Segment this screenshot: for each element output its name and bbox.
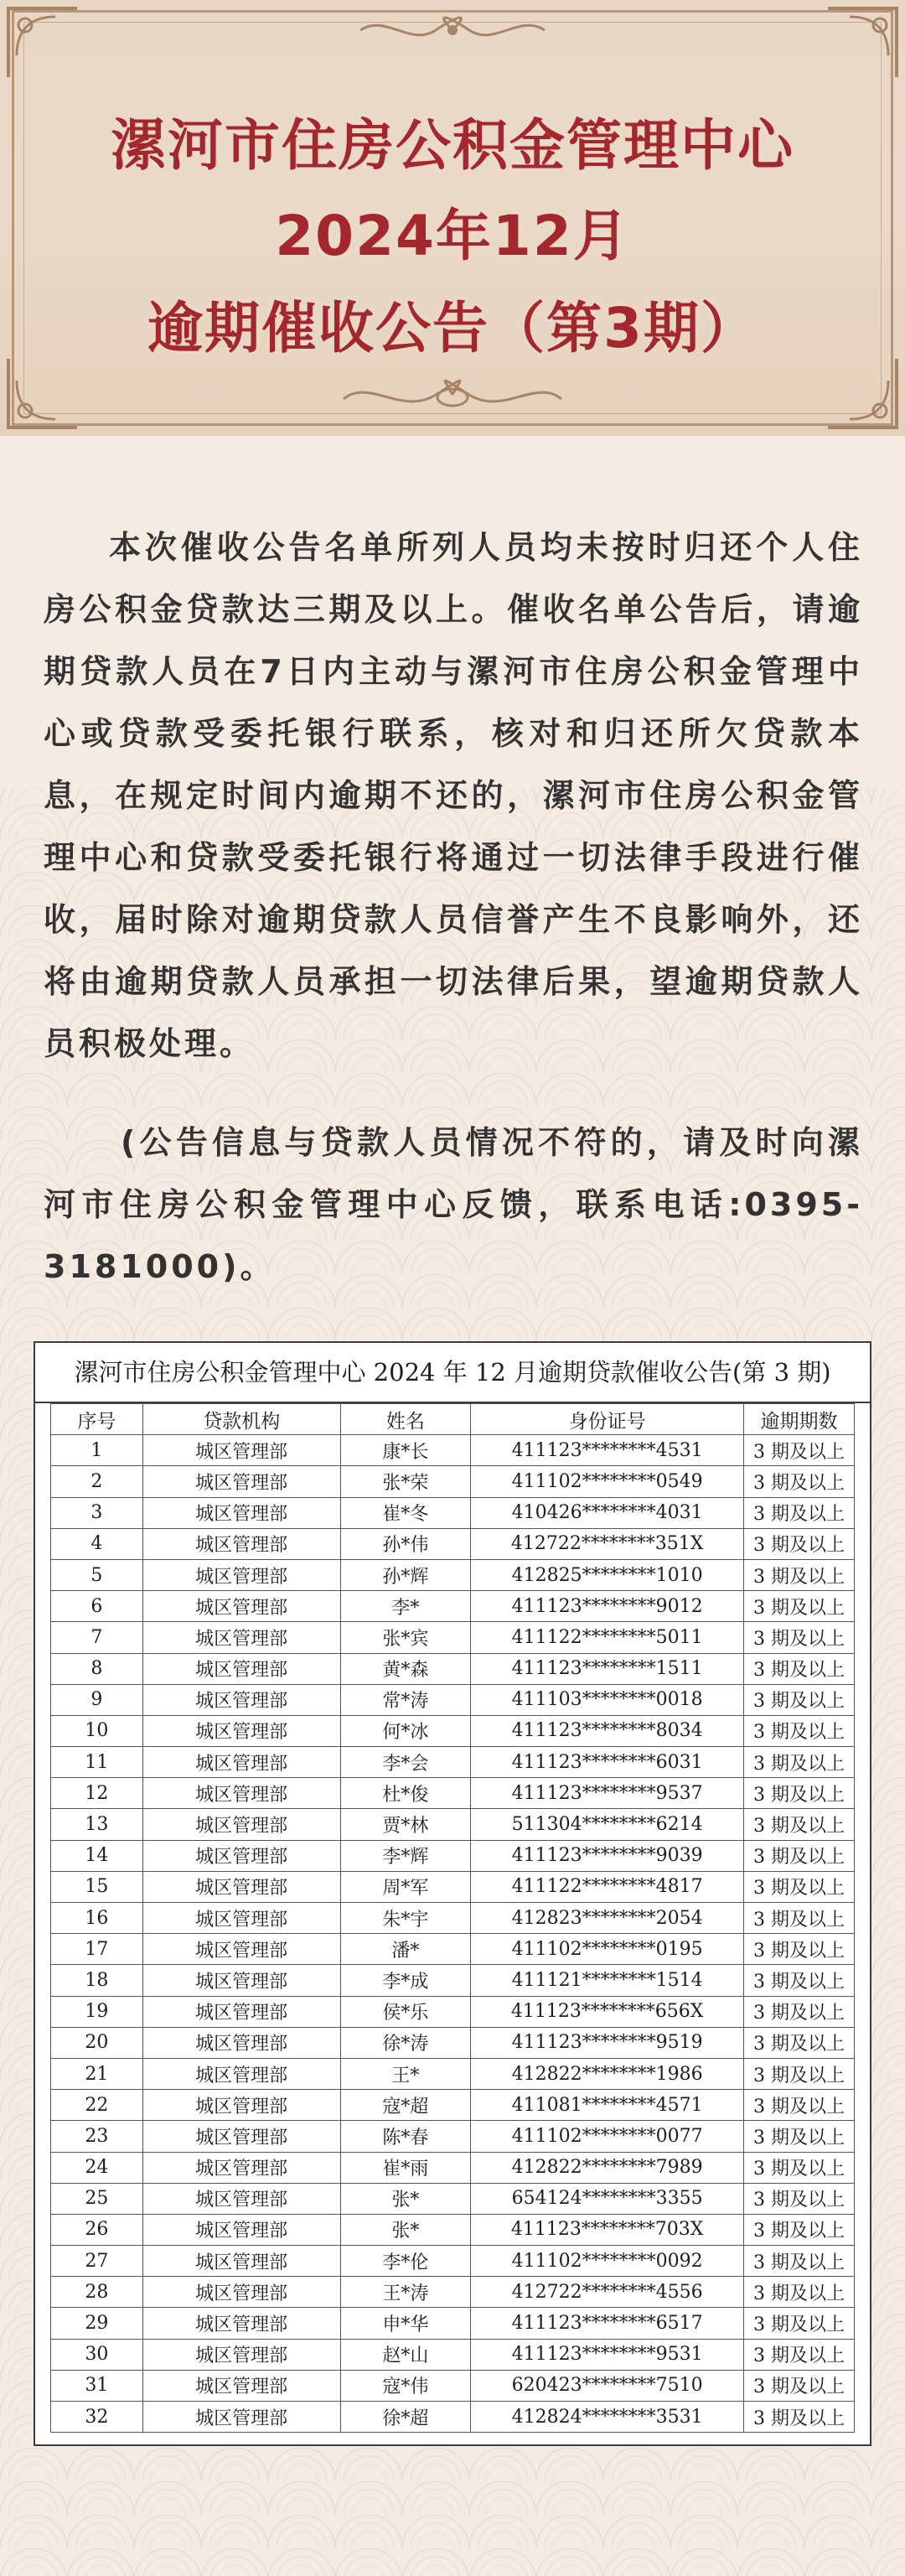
cell-institution: 城区管理部 <box>142 1591 340 1622</box>
cell-overdue-periods: 3 期及以上 <box>744 2152 855 2183</box>
cell-id-number: 412722********351X <box>471 1528 744 1559</box>
cell-id-number: 411122********5011 <box>471 1622 744 1653</box>
table-row <box>51 1497 855 1528</box>
cell-institution: 城区管理部 <box>142 1435 340 1466</box>
cell-institution: 城区管理部 <box>142 1497 340 1528</box>
cell-institution: 城区管理部 <box>142 1840 340 1871</box>
header-index: 序号 <box>51 1404 143 1435</box>
cell-name: 崔*雨 <box>340 2152 471 2183</box>
cell-overdue-periods: 3 期及以上 <box>744 2339 855 2370</box>
cell-name: 寇*超 <box>340 2090 471 2121</box>
table-row <box>51 2370 855 2401</box>
cell-institution: 城区管理部 <box>142 1996 340 2027</box>
header-overdue-periods: 逾期期数 <box>744 1404 855 1435</box>
cell-index: 22 <box>51 2090 143 2121</box>
cell-index: 31 <box>51 2370 143 2401</box>
cell-index: 2 <box>51 1466 143 1497</box>
cell-index: 5 <box>51 1559 143 1590</box>
notice-paragraph: 本次催收公告名单所列人员均未按时归还个人住房公积金贷款达三期及以上。催收名单公告后，请逾期贷款人员在7日内主动与漯河市住房公积金管理中心或贷款受委托银行联系，核对和归还所欠贷款本息，在规定时间内逾期不还的，漯河市住房公积金管理中心和贷款受委托银行将通过一切法律手段进行催收，届时除对逾期贷款人员信誉产生不良影响外，还将由逾期贷款人员承担一切法律后果，望逾期贷款人员积极处理。 <box>44 529 863 1062</box>
cell-overdue-periods: 3 期及以上 <box>744 1591 855 1622</box>
cell-overdue-periods: 3 期及以上 <box>744 1809 855 1840</box>
cell-overdue-periods: 3 期及以上 <box>744 1466 855 1497</box>
table-row <box>51 2246 855 2277</box>
table-row <box>51 1871 855 1902</box>
cell-institution: 城区管理部 <box>142 2214 340 2245</box>
cell-index: 19 <box>51 1996 143 2027</box>
page-title-line2: 2024年12月 <box>275 204 630 268</box>
overdue-table-container <box>34 1341 871 2446</box>
cell-name: 贾*林 <box>340 1809 471 1840</box>
cell-institution: 城区管理部 <box>142 2308 340 2339</box>
table-row <box>51 2058 855 2089</box>
cell-institution: 城区管理部 <box>142 1934 340 1965</box>
cell-id-number: 620423********7510 <box>471 2370 744 2401</box>
cell-index: 9 <box>51 1684 143 1715</box>
corner-ornament-icon <box>5 5 80 80</box>
cell-overdue-periods: 3 期及以上 <box>744 1715 855 1746</box>
cell-overdue-periods: 3 期及以上 <box>744 2214 855 2245</box>
cell-index: 30 <box>51 2339 143 2370</box>
cell-overdue-periods: 3 期及以上 <box>744 1435 855 1466</box>
cell-overdue-periods: 3 期及以上 <box>744 1622 855 1653</box>
cell-institution: 城区管理部 <box>142 2370 340 2401</box>
cell-index: 14 <box>51 1840 143 1871</box>
cell-index: 7 <box>51 1622 143 1653</box>
table-row <box>51 1903 855 1934</box>
table-row <box>51 1559 855 1590</box>
header-id-number: 身份证号 <box>471 1404 744 1435</box>
cell-name: 崔*冬 <box>340 1497 471 1528</box>
cell-name: 李*成 <box>340 1965 471 1996</box>
cell-id-number: 411123********4531 <box>471 1435 744 1466</box>
cell-id-number: 411121********1514 <box>471 1965 744 1996</box>
table-row <box>51 1747 855 1778</box>
cell-name: 侯*乐 <box>340 1996 471 2027</box>
cell-overdue-periods: 3 期及以上 <box>744 2370 855 2401</box>
cell-id-number: 412722********4556 <box>471 2277 744 2308</box>
cell-overdue-periods: 3 期及以上 <box>744 1559 855 1590</box>
cell-institution: 城区管理部 <box>142 2090 340 2121</box>
cell-institution: 城区管理部 <box>142 2339 340 2370</box>
cell-name: 张* <box>340 2183 471 2214</box>
cell-index: 25 <box>51 2183 143 2214</box>
cell-name: 孙*伟 <box>340 1528 471 1559</box>
cell-overdue-periods: 3 期及以上 <box>744 1653 855 1684</box>
cell-name: 李* <box>340 1591 471 1622</box>
cell-name: 黄*森 <box>340 1653 471 1684</box>
table-row <box>51 1528 855 1559</box>
table-row <box>51 1435 855 1466</box>
corner-ornament-icon <box>5 355 80 431</box>
table-row <box>51 1715 855 1746</box>
cell-institution: 城区管理部 <box>142 1622 340 1653</box>
cell-institution: 城区管理部 <box>142 1809 340 1840</box>
cell-institution: 城区管理部 <box>142 1965 340 1996</box>
cell-institution: 城区管理部 <box>142 2058 340 2089</box>
table-row <box>51 1466 855 1497</box>
cell-id-number: 411123********9537 <box>471 1778 744 1809</box>
cell-overdue-periods: 3 期及以上 <box>744 2308 855 2339</box>
cell-id-number: 411123********9012 <box>471 1591 744 1622</box>
table-row <box>51 2152 855 2183</box>
cell-institution: 城区管理部 <box>142 1653 340 1684</box>
cloud-ornament-icon <box>335 374 570 416</box>
cell-overdue-periods: 3 期及以上 <box>744 1497 855 1528</box>
cell-name: 徐*涛 <box>340 2027 471 2058</box>
cell-name: 孙*辉 <box>340 1559 471 1590</box>
table-row <box>51 1840 855 1871</box>
table-caption: 漯河市住房公积金管理中心 2024 年 12 月逾期贷款催收公告(第 3 期) <box>35 1343 870 1403</box>
cell-index: 21 <box>51 2058 143 2089</box>
table-row <box>51 1778 855 1809</box>
cell-name: 李*伦 <box>340 2246 471 2277</box>
cell-index: 18 <box>51 1965 143 1996</box>
scroll-ornament-icon <box>352 13 553 47</box>
cell-institution: 城区管理部 <box>142 1528 340 1559</box>
cell-id-number: 411123********6031 <box>471 1747 744 1778</box>
cell-name: 周*军 <box>340 1871 471 1902</box>
table-row <box>51 1653 855 1684</box>
cell-name: 潘* <box>340 1934 471 1965</box>
cell-overdue-periods: 3 期及以上 <box>744 2277 855 2308</box>
cell-institution: 城区管理部 <box>142 2246 340 2277</box>
cell-index: 27 <box>51 2246 143 2277</box>
cell-institution: 城区管理部 <box>142 2152 340 2183</box>
cell-id-number: 411123********656X <box>471 1996 744 2027</box>
cell-index: 32 <box>51 2402 143 2433</box>
cell-id-number: 411123********9519 <box>471 2027 744 2058</box>
cell-name: 常*涛 <box>340 1684 471 1715</box>
cell-name: 赵*山 <box>340 2339 471 2370</box>
cell-index: 11 <box>51 1747 143 1778</box>
cell-institution: 城区管理部 <box>142 2277 340 2308</box>
cell-index: 16 <box>51 1903 143 1934</box>
cell-id-number: 411122********4817 <box>471 1871 744 1902</box>
cell-overdue-periods: 3 期及以上 <box>744 1840 855 1871</box>
cell-name: 徐*超 <box>340 2402 471 2433</box>
cell-name: 王*涛 <box>340 2277 471 2308</box>
table-row <box>51 1622 855 1653</box>
cell-institution: 城区管理部 <box>142 1871 340 1902</box>
cell-id-number: 411102********0092 <box>471 2246 744 2277</box>
table-row <box>51 1934 855 1965</box>
cell-name: 申*华 <box>340 2308 471 2339</box>
cell-overdue-periods: 3 期及以上 <box>744 2121 855 2152</box>
cell-name: 张*荣 <box>340 1466 471 1497</box>
table-row <box>51 2308 855 2339</box>
cell-overdue-periods: 3 期及以上 <box>744 1903 855 1934</box>
cell-institution: 城区管理部 <box>142 2027 340 2058</box>
table-row <box>51 2214 855 2245</box>
cell-overdue-periods: 3 期及以上 <box>744 1778 855 1809</box>
cell-overdue-periods: 3 期及以上 <box>744 1996 855 2027</box>
cell-index: 8 <box>51 1653 143 1684</box>
corner-ornament-icon <box>825 5 900 80</box>
cell-institution: 城区管理部 <box>142 2121 340 2152</box>
page-title-line3: 逾期催收公告（第3期） <box>147 296 758 360</box>
cell-id-number: 411102********0077 <box>471 2121 744 2152</box>
cell-name: 何*冰 <box>340 1715 471 1746</box>
cell-index: 24 <box>51 2152 143 2183</box>
cell-institution: 城区管理部 <box>142 1747 340 1778</box>
cell-overdue-periods: 3 期及以上 <box>744 1965 855 1996</box>
table-row <box>51 1684 855 1715</box>
cell-id-number: 412824********3531 <box>471 2402 744 2433</box>
cell-name: 张* <box>340 2214 471 2245</box>
cell-index: 26 <box>51 2214 143 2245</box>
cell-name: 康*长 <box>340 1435 471 1466</box>
cell-id-number: 412823********2054 <box>471 1903 744 1934</box>
cell-name: 李*辉 <box>340 1840 471 1871</box>
cell-index: 20 <box>51 2027 143 2058</box>
table-row <box>51 2277 855 2308</box>
cell-name: 李*会 <box>340 1747 471 1778</box>
cell-id-number: 411123********9531 <box>471 2339 744 2370</box>
table-row <box>51 1965 855 1996</box>
cell-overdue-periods: 3 期及以上 <box>744 1934 855 1965</box>
content-panel <box>0 436 905 2576</box>
cell-overdue-periods: 3 期及以上 <box>744 2027 855 2058</box>
cell-institution: 城区管理部 <box>142 2402 340 2433</box>
cell-index: 3 <box>51 1497 143 1528</box>
cell-name: 寇*伟 <box>340 2370 471 2401</box>
cell-index: 28 <box>51 2277 143 2308</box>
cell-overdue-periods: 3 期及以上 <box>744 1747 855 1778</box>
cell-overdue-periods: 3 期及以上 <box>744 2246 855 2277</box>
table-row <box>51 2027 855 2058</box>
cell-id-number: 411081********4571 <box>471 2090 744 2121</box>
page-title-line1: 漯河市住房公积金管理中心 <box>111 113 794 178</box>
cell-name: 杜*俊 <box>340 1778 471 1809</box>
cell-overdue-periods: 3 期及以上 <box>744 2402 855 2433</box>
contact-paragraph: (公告信息与贷款人员情况不符的，请及时向漯河市住房公积金管理中心反馈，联系电话:0395-3181000)。 <box>44 1124 863 1285</box>
cell-index: 10 <box>51 1715 143 1746</box>
cell-id-number: 511304********6214 <box>471 1809 744 1840</box>
cell-index: 23 <box>51 2121 143 2152</box>
table-row <box>51 2121 855 2152</box>
cell-index: 6 <box>51 1591 143 1622</box>
cell-name: 张*宾 <box>340 1622 471 1653</box>
cell-institution: 城区管理部 <box>142 1559 340 1590</box>
cell-id-number: 411123********9039 <box>471 1840 744 1871</box>
header-banner <box>0 0 905 436</box>
cell-id-number: 411123********703X <box>471 2214 744 2245</box>
cell-id-number: 412825********1010 <box>471 1559 744 1590</box>
cell-id-number: 410426********4031 <box>471 1497 744 1528</box>
cell-id-number: 411123********6517 <box>471 2308 744 2339</box>
cell-overdue-periods: 3 期及以上 <box>744 1684 855 1715</box>
cell-index: 4 <box>51 1528 143 1559</box>
table-row <box>51 1809 855 1840</box>
table-row <box>51 2339 855 2370</box>
cell-id-number: 411123********1511 <box>471 1653 744 1684</box>
table-row <box>51 2183 855 2214</box>
cell-institution: 城区管理部 <box>142 1715 340 1746</box>
cell-name: 陈*春 <box>340 2121 471 2152</box>
cell-id-number: 412822********7989 <box>471 2152 744 2183</box>
cell-id-number: 654124********3355 <box>471 2183 744 2214</box>
table-row <box>51 2090 855 2121</box>
header-name: 姓名 <box>340 1404 471 1435</box>
header-institution: 贷款机构 <box>142 1404 340 1435</box>
table-body <box>51 1435 855 2433</box>
cell-index: 13 <box>51 1809 143 1840</box>
cell-index: 15 <box>51 1871 143 1902</box>
cell-institution: 城区管理部 <box>142 2183 340 2214</box>
cell-index: 29 <box>51 2308 143 2339</box>
cell-overdue-periods: 3 期及以上 <box>744 1871 855 1902</box>
cell-index: 1 <box>51 1435 143 1466</box>
cell-index: 12 <box>51 1778 143 1809</box>
cell-institution: 城区管理部 <box>142 1684 340 1715</box>
table-row <box>51 2402 855 2433</box>
cell-overdue-periods: 3 期及以上 <box>744 2058 855 2089</box>
cell-name: 朱*宇 <box>340 1903 471 1934</box>
cell-index: 17 <box>51 1934 143 1965</box>
cell-overdue-periods: 3 期及以上 <box>744 2183 855 2214</box>
cell-id-number: 411102********0195 <box>471 1934 744 1965</box>
cell-id-number: 412822********1986 <box>471 2058 744 2089</box>
table-row <box>51 1996 855 2027</box>
cell-name: 王* <box>340 2058 471 2089</box>
corner-ornament-icon <box>825 355 900 431</box>
cell-institution: 城区管理部 <box>142 1903 340 1934</box>
overdue-table <box>50 1403 855 2433</box>
table-row <box>51 1591 855 1622</box>
cell-overdue-periods: 3 期及以上 <box>744 1528 855 1559</box>
cell-institution: 城区管理部 <box>142 1466 340 1497</box>
table-header-row <box>51 1404 855 1435</box>
cell-id-number: 411103********0018 <box>471 1684 744 1715</box>
cell-id-number: 411102********0549 <box>471 1466 744 1497</box>
cell-id-number: 411123********8034 <box>471 1715 744 1746</box>
cell-institution: 城区管理部 <box>142 1778 340 1809</box>
cell-overdue-periods: 3 期及以上 <box>744 2090 855 2121</box>
